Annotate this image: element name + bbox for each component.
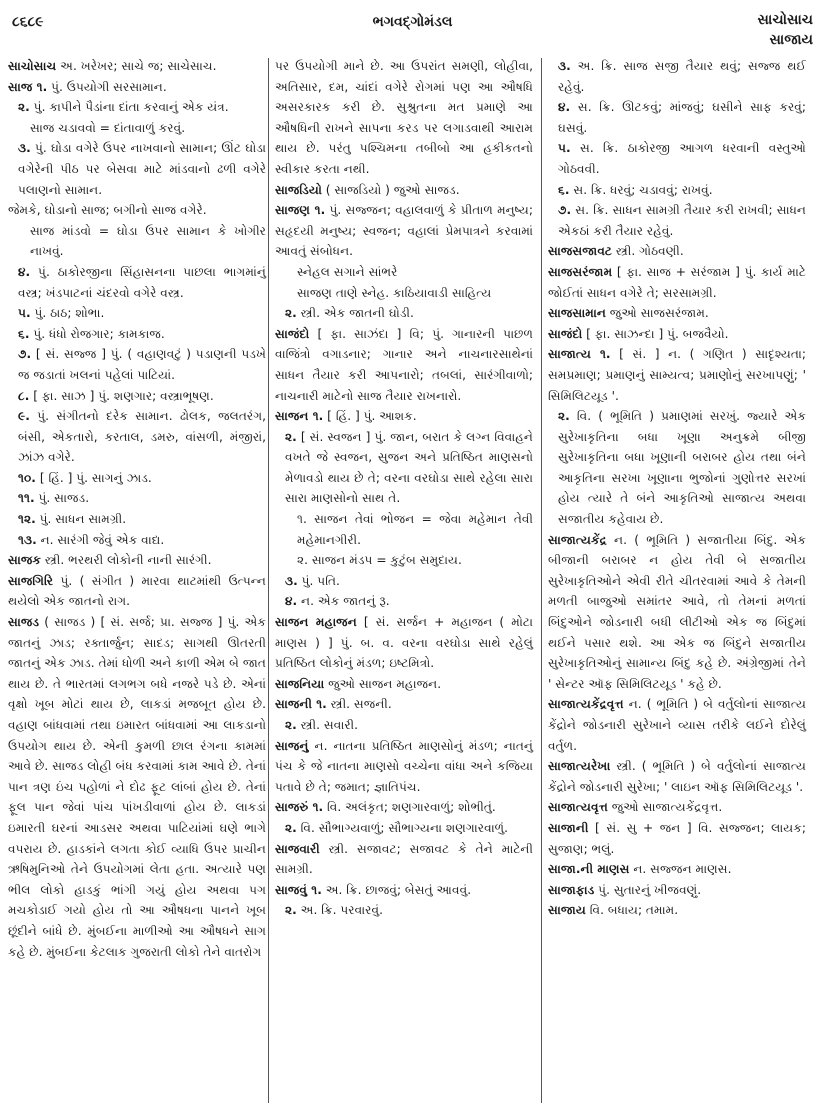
definition: [ હિં. ] પું. સાગનું ઝાડ. [35, 470, 152, 485]
definition: પું. સાધન સામગ્રી. [35, 512, 127, 527]
headword: સાજન ૧. [275, 409, 324, 424]
headword: સાજડિયો [275, 182, 322, 197]
headword: સાજરું ૧. [275, 800, 324, 815]
dictionary-entry [275, 406, 533, 427]
headword: ૨. [285, 718, 297, 732]
headword: ૧૨. [18, 512, 36, 527]
dictionary-entry [548, 797, 806, 818]
entry-text [275, 550, 533, 571]
entry-text [275, 509, 533, 550]
dictionary-entry [8, 468, 266, 489]
dictionary-entry [275, 612, 533, 674]
dictionary-entry [275, 571, 533, 592]
dictionary-entry [8, 386, 266, 407]
definition: પું. ( સંગીત ) મારવા થાટમાંથી ઉત્પન્ન થયેલો એક જાતનો રાગ. [8, 573, 266, 609]
dictionary-entry [8, 97, 266, 118]
definition: સ્ત્રી. ભરથરી લોકોની નાની સારંગી. [41, 553, 212, 568]
headword: સાજવારી [275, 841, 320, 856]
definition: પું. સુતારનું ખીજવણું. [594, 882, 702, 897]
definition: [ સં. સુ + જન ] વિ. સજ્જન; લાયક; સુજાણ; ભલું. [548, 820, 806, 856]
dictionary-entry [548, 530, 806, 695]
definition: સ્ત્રી. ( ભૂમિતિ ) બે વર્તુલોનાં સાજાત્ય કેંદ્રોને જોડનારી સુરેખા; ' લાઇન ઑફ સિમિલિટયૂડ '. [548, 759, 806, 794]
dictionary-entry [275, 736, 533, 798]
definition: પું. પતિ. [297, 573, 340, 588]
dictionary-entry [275, 839, 533, 880]
definition: [ હિં. ] પું. આશક. [323, 409, 417, 424]
definition: સ્ત્રી. સવારી. [296, 718, 359, 732]
definition: પું. કાપીને પૈડાંના દાંતા કરવાનું એક યંત્ર. [29, 100, 229, 115]
headword: ૨. [18, 100, 30, 115]
definition: [ સં. સર્જન + મહાજન ( મોટા માણસ ) ] પું. બ. વ. વરના વરઘોડા સાથે રહેલું પ્રતિષ્ઠિત લોકોનું મંડળ; ઇષ્ટમિત્રો. [275, 615, 533, 671]
headword: ૭. [18, 347, 32, 362]
headword: ૩. [18, 141, 31, 156]
dictionary-entry [548, 406, 806, 530]
headword: ૪. [18, 264, 31, 279]
definition: સ. ક્રિ. ધરવું; ચડાવવું; રાખવું. [569, 182, 713, 197]
definition: સ્ત્રી. સજાવટ; સજાવટ કે તેને માટેની સામગ્રી. [275, 841, 533, 877]
headword: સાજાત્યવૃત્ત [548, 800, 608, 815]
headword: સાજનું [275, 738, 309, 753]
headword: સાજાફાડ [548, 882, 595, 897]
dictionary-entry [548, 303, 806, 324]
headword: ૩. [558, 59, 571, 73]
entry-text [275, 262, 533, 283]
entry-text [275, 283, 533, 304]
column-divider [268, 58, 269, 1103]
dictionary-entry [275, 715, 533, 736]
dictionary-entry [275, 591, 533, 612]
definition: સ. ક્રિ. ઠાકોરજી આગળ ધરવાની વસ્તુઓ ગોઠવવી. [558, 141, 806, 176]
definition: જુઓ સાજન મહાજન. [324, 676, 442, 691]
headword: ૨. [285, 429, 297, 444]
headword: સાજા.ની માણસ [548, 862, 630, 877]
definition: [ સં. સજ્જ ] પું. ( વહાણવટું ) પડાણની પડખે જ જડાતાં ખલનાં પહેલાં પાટિયાં. [18, 347, 266, 382]
headword: ૯. [18, 409, 30, 424]
headword: સાજસામાન [548, 306, 606, 321]
headword: સાજસરંજામ [548, 264, 613, 279]
dictionary-entry [8, 509, 266, 530]
definition: વિ. ( ભૂમિતિ ) પ્રમાણમાં સરખું. જ્યારે એક સુરેખાકૃતિના બધા ખૂણા અનુક્રમે બીજી સુરેખાકૃતિના બધા ખૂણાની બરાબર હોય તથા બંને આકૃતિના સરખા ખૂણાના ભુજોનાં ગુણોત્તર સરખાં હોય ત્યારે તે બંને આકૃતિઓ સાજાત્ય અથવા સજાતીય કહેવાય છે. [558, 409, 806, 527]
definition: ન. ( ભૂમિતિ ) બે વર્તુલોનાં સાજાત્ય કેંદ્રોને જોડનારી સુરેખાને વ્યાસ તરીકે લઈને દોરેલું વર્તુળ. [548, 697, 806, 753]
headword: સાજંદો [275, 326, 310, 341]
entry-text [8, 200, 266, 221]
dictionary-entry [8, 406, 266, 468]
dictionary-entry [548, 200, 806, 241]
definition: સ્ત્રી. ગોઠવણી. [612, 244, 684, 259]
definition: અ. ક્રિ. છાજવું; બેસતું આવવું. [321, 882, 472, 897]
headword: ૩. [285, 573, 298, 588]
headword: ૬. [18, 326, 30, 341]
headword: સાજાત્યરેખા [548, 759, 611, 774]
headword: ૧૩. [18, 532, 37, 547]
definition: જુઓ સાજાત્યકેંદ્રવૃત્ત. [607, 800, 723, 815]
headword: સાજ ૧. [8, 79, 48, 94]
headword: ૨. [285, 306, 297, 321]
headword: સાજગિરિ [8, 573, 54, 588]
column-2 [275, 56, 533, 921]
dictionary-entry [548, 262, 806, 303]
definition: વિ. સૌભાગ્યવાળું; સૌભાગ્યના શણગારવાળું. [296, 820, 509, 835]
dictionary-entry [275, 180, 533, 201]
definition: ( સાજડિયો ) જુઓ સાજડ. [321, 182, 460, 197]
dictionary-entry [548, 880, 806, 901]
headword: ૭. [558, 203, 572, 218]
definition: પું. સાજડ. [34, 491, 90, 506]
definition: ન. સજ્જન માણસ. [629, 862, 732, 877]
dictionary-entry [8, 138, 266, 200]
definition: પું. ધંધો રોજગાર; કામકાજ. [29, 326, 165, 341]
definition: પર ઉપયોગી માને છે. આ ઉપરાંત સમણી, લોહીવા, અતિસાર, દમ, ચાંદાં વગેરે રોગમાં પણ આ ઔષધિ અસરકારક કરી છે. સુશ્રુતના મત પ્રમાણે આ ઔષધિની રાખને સાપના કરડ પર લગાડવાથી આરામ થાય છે. પરંતુ પશ્ચિમના તબીબો આ હકીકતનો સ્વીકાર કરતા નથી. [275, 59, 533, 176]
dictionary-entry [548, 241, 806, 262]
dictionary-entry [548, 756, 806, 797]
column-divider [541, 58, 542, 1103]
definition: સ્નેહલ સગાને સાંભરે [297, 264, 398, 279]
definition: પું. ઠાકોરજીના સિંહાસનના પાછલા ભાગમાંનું વસ્ત્ર; ખંડપાટનાં ચંદરવો વગેરે વસ્ત્ર. [18, 264, 266, 300]
entry-text [8, 221, 266, 262]
headword: ૬. [558, 182, 570, 197]
headword: સાજડ [8, 615, 40, 630]
dictionary-entry [275, 694, 533, 715]
headword: સાચોસાચ [8, 59, 57, 73]
definition: પું. ઉપયોગી સરસામાન. [47, 79, 167, 94]
headword: સાજન મહાજન [275, 615, 357, 630]
dictionary-entry [8, 550, 266, 571]
dictionary-entry [548, 900, 806, 921]
definition: ન. એક જાતનું રૂ. [297, 594, 390, 609]
column-1 [8, 56, 266, 962]
headword: ૨. [285, 820, 297, 835]
headword: સાજક [8, 553, 41, 568]
definition: વિ. અલંકૃત; શણગારવાળું; શોભીતું. [323, 800, 496, 815]
headword: ૫. [558, 141, 571, 156]
dictionary-entry [8, 77, 266, 98]
dictionary-entry [275, 880, 533, 901]
headword: સાજાત્યકેંદ્ર [548, 532, 607, 547]
definition: પું. સંગીતનો દરેક સામાન. ઢોલક, જલતરંગ, બંસી, એકતારો, કરતાલ, ડમરુ, વાંસળી, મંજીરાં, ઝાંઝ વગેરે. [18, 409, 266, 465]
dictionary-entry [8, 612, 266, 962]
headword: ૨. [558, 409, 570, 424]
dictionary-entry [8, 324, 266, 345]
definition: સ્ત્રી. સજની. [326, 697, 392, 712]
definition: સાજ માંડવો = ઘોડા ઉપર સામાન કે ખોગીર નાખવું. [30, 223, 266, 259]
entry-text [8, 118, 266, 139]
headword: ૫. [18, 306, 31, 321]
dictionary-entry [8, 56, 266, 77]
definition: સાજ ચડાવવો = દાંતાવાળું કરવું. [30, 120, 186, 135]
headword: સાજાની [548, 820, 589, 835]
headword: સાજાત્ય ૧. [548, 347, 611, 362]
running-title: ભગવદ્ગોમંડલ [372, 14, 453, 30]
dictionary-entry [275, 427, 533, 509]
column-3 [548, 56, 806, 921]
dictionary-entry [8, 488, 266, 509]
definition: [ સં. ] ન. ( ગણિત ) સાદૃશ્યતા; સમપ્રમાણ; પ્રમાણનું સામ્યત્વ; પ્રમાણોનું સરખાપણું; ' સિમિલિટયૂડ '. [548, 347, 806, 403]
definition: જુઓ સાજસરંજામ. [605, 306, 709, 321]
headword: સાજંદો [548, 326, 583, 341]
definition: જેમકે, ઘોડાનો સાજ; બગીનો સાજ વગેરે. [8, 203, 207, 218]
headword: ૪. [558, 100, 571, 115]
definition: સ્ત્રી. એક જાતની ઘોડી. [296, 306, 414, 321]
definition: [ ફા. સાઝ ] પું. શણગાર; વસ્ત્રાભૂષણ. [29, 388, 214, 403]
headword: ૧૦. [18, 470, 36, 485]
definition: ૨. સાજન મંડપ = કુટુંબ સમુદાય. [297, 553, 462, 568]
definition: [ ફા. સાઝન્દા ] પું. બજવૈયો. [582, 326, 729, 341]
definition: અ. ક્રિ. પરવારવું. [296, 903, 383, 918]
headword: સાજાય [548, 903, 586, 918]
dictionary-entry [548, 324, 806, 345]
definition: અ. ખરેખર; સાચે જ; સાચેસાચ. [56, 59, 217, 73]
headword: સાજવું ૧. [275, 882, 322, 897]
dictionary-entry [8, 303, 266, 324]
dictionary-entry [548, 138, 806, 179]
definition: [ ફા. સાજ + સરંજામ ] પું. કાર્ય માટે જોઈતાં સાધન વગેરે તે; સરસામગ્રી. [548, 264, 806, 300]
headword: સાજણ ૧. [275, 203, 326, 218]
dictionary-entry [548, 818, 806, 859]
definition: સ. ક્રિ. સાધન સામગ્રી તૈયાર કરી રાખવી; સાધન એકઠાં કરી તૈયાર રહેવું. [558, 203, 806, 238]
headword: ૨. [285, 903, 297, 918]
dictionary-entry [275, 797, 533, 818]
definition: પું. ઘોડા વગેરે ઉપર નાખવાનો સામાન; ઊંટ ઘોડા વગેરેની પીઠ પર બેસવા માટે માંડવાનો ઢળી વગેરે પલાણનો સામાન. [18, 141, 266, 197]
dictionary-entry [8, 571, 266, 612]
guide-word-last: સાજાય [769, 32, 813, 48]
dictionary-entry [275, 324, 533, 406]
headword: સાજની ૧. [275, 697, 327, 712]
headword: સાજનિયા [275, 676, 325, 691]
definition: પું. ઠાઠ; શોભા. [30, 306, 105, 321]
dictionary-entry [275, 200, 533, 262]
dictionary-entry [548, 694, 806, 756]
dictionary-entry [275, 674, 533, 695]
definition: ( સાજડ ) [ સં. સર્જ; પ્રા. સજ્જ ] પું. એક જાતનું ઝાડ; રક્તાર્જુન; સાદડ; સાગથી ઊતરતી જાતનું એક ઝાડ. તેમાં ધોળી અને કાળી એમ બે જાત થાય છે. તે ભારતમાં લગભગ બધે નજરે પડે છે. એનાં વૃક્ષો ખૂબ મોટાં થાય છે, લાકડાં મજબૂત હોય છે. વહાણ બાંધવામાં તથા ઇમારત બાંધવામાં આ લાકડાનો ઉપયોગ થાય છે. એની કુમળી છાલ રંગના કામમાં આવે છે. સાજડ લોહી બંધ કરવામાં કામ આવે છે. તેનાં પાન ત્રણ ઇંચ પહોળાં ને દોઢ ફૂટ લાંબાં હોય છે. તેનાં ફૂલ પાન જેવાં પાંચ પાંખડીવાળાં હોય છે. લાકડાં ઇમારતી ઘરનાં આડસર અથવા પાટિયાંમાં ઘણે ભાગે વપરાય છે. હાડકાંને લગતા કોઈ વ્યાધિ ઉપર પ્રાચીન ઋષિમુનિઓ તેને ઉપયોગમાં લેતા હતા. અત્યારે પણ ભીલ લોકો હાડકું ભાંગી ગયું હોય અથવા પગ મચકોડાઈ ગયો હોય તો આ ઔષધના પાનને ખૂબ છૂંદીને બાંધે છે. મુંબઈના માળીઓ આ ઔષધને સાગ કહે છે. મુંબઈના કેટલાક ગુજરાતી લોકો તેને વાતરોગ [8, 615, 266, 959]
definition: ન. નાતના પ્રતિષ્ઠિત માણસોનું મંડળ; નાતનું પંચ કે જે નાતના માણસો વચ્ચેના વાંધા અને કજિયા પતાવે છે તે; જમાત; જ્ઞાતિપંચ. [275, 738, 533, 794]
dictionary-entry [548, 97, 806, 138]
dictionary-entry [275, 900, 533, 921]
page-header [0, 8, 825, 48]
definition: વિ. બધાય; તમામ. [585, 903, 679, 918]
dictionary-entry [8, 344, 266, 385]
dictionary-entry [275, 818, 533, 839]
page-number: ૮૬૮૯ [12, 14, 44, 30]
definition: સ. ક્રિ. ઊટકવું; માંજવું; ઘસીને સાફ કરવું; ઘસવું. [558, 100, 806, 135]
dictionary-entry [548, 56, 806, 97]
dictionary-entry [8, 530, 266, 551]
definition: પું. સજ્જન; વહાલવાળું કે પ્રીતાળ મનુષ્ય; સહૃદયી મનુષ્ય; સ્વજન; વહાલાં પ્રેમપાત્રને કરવામાં આવતું સંબોધન. [275, 203, 533, 259]
headword: સાજસજાવટ [548, 244, 613, 259]
definition: ૧. સાજન તેવાં ભોજન = જેવા મહેમાન તેવી મહેમાનગીરી. [297, 512, 533, 547]
definition: ન. સારંગી જેવું એક વાદ્ય. [36, 532, 165, 547]
dictionary-entry [8, 262, 266, 303]
dictionary-entry [548, 859, 806, 880]
entry-text [275, 56, 533, 180]
definition: સાજણ તાણે સ્નેહ. કાઠિયાવાડી સાહિત્ય [297, 285, 492, 300]
definition: [ સં. સ્વજન ] પું. જાન, બરાત કે લગ્ન વિવાહને વખતે જે સ્વજન, સુજન અને પ્રતિષ્ઠિત માણસનો મેળાવડો થાય છે તે; વરના વરઘોડા સાથે રહેલા સારા સારા માણસોનો સાથ તે. [285, 429, 533, 506]
headword: ૧૧. [18, 491, 35, 506]
headword: ૮. [18, 388, 30, 403]
definition: ન. ( ભૂમિતિ ) સજાતીયા બિંદુ. એક બીજાની બરાબર ન હોય તેવી બે સજાતીય સુરેખાકૃતિઓને એવી રીતે ચીતરવામાં આવે કે તેમની મળતી બાજુઓ સમાંતર આવે, તો તેમનાં મળતાં બિંદુઓને જોડનારી બધી લીટીઓ એક જ બિંદુમાં થઈને પસાર થશે. આ એક જ બિંદુને સજાતીય સુરેખાકૃતિઓનું સામાન્ય બિંદુ કહે છે. અંગ્રેજીમાં તેને ' સેન્ટર ઑફ સિમિલિટયૂડ ' કહે છે. [548, 532, 806, 691]
definition: [ ફા. સાઝંદા ] વિ; પું. ગાનારની પાછળ વાજિંત્રો વગાડનાર; ગાનાર અને નાચનારસાથેનાં સાધન તૈયાર કરી આપનારો; તબલાં, સારંગીવાળો; નાચનારી માટેનો સાજ તૈયાર રાખનારો. [275, 326, 533, 403]
dictionary-entry [548, 344, 806, 406]
headword: સાજાત્યકેંદ્રવૃત્ત [548, 697, 624, 712]
dictionary-entry [275, 303, 533, 324]
headword: ૪. [285, 594, 298, 609]
dictionary-entry [548, 180, 806, 201]
definition: અ. ક્રિ. સાજ સજી તૈયાર થવું; સજ્જ થઈ રહેવું. [558, 59, 806, 94]
guide-word-first: સાચોસાચ [757, 12, 813, 28]
